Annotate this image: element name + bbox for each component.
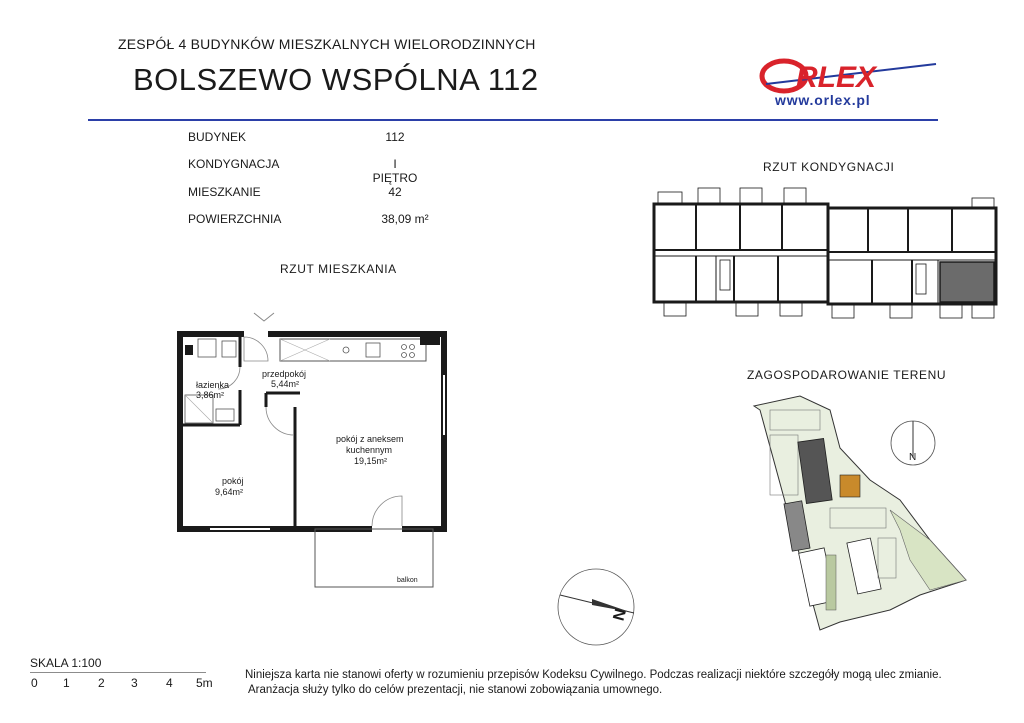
project-title: BOLSZEWO WSPÓLNA 112 [133,62,539,97]
outer-walls [180,334,444,529]
room-bedroom-name: pokój [222,476,244,486]
project-subtitle: ZESPÓŁ 4 BUDYNKÓW MIESZKALNYCH WIELORODZINNYCH [118,36,536,52]
caption-site-plan: ZAGOSPODAROWANIE TERENU [747,368,947,382]
caption-floor-plan: RZUT KONDYGNACJI [763,160,895,174]
info-value-building: 112 [385,130,405,144]
scale-tick-4: 4 [166,676,173,690]
apartment-plan [170,305,460,610]
compass-rose-icon [558,569,634,645]
room-balcony-name: balkon [397,577,418,584]
info-value-apartment: 42 [388,185,402,199]
main-compass [552,565,642,650]
room-hall-name: przedpokój [262,369,307,379]
room-living-name2: kuchennym [346,445,393,455]
room-hall-area: 5,44m² [271,379,300,389]
room-bathroom-area: 3,86m² [196,390,225,400]
header-divider [88,119,938,121]
site-plan [740,390,975,640]
floor-plan [640,180,1005,325]
info-label-building: BUDYNEK [188,130,247,144]
room-living-name: pokój z aneksem [336,434,404,444]
info-label-floor: KONDYGNACJA [188,157,280,171]
scale-bar [30,672,220,698]
scale-tick-5: 5m [196,676,213,690]
room-bedroom-area: 9,64m² [215,487,244,497]
room-living-area: 19,15m² [354,456,388,466]
info-value-floor: I PIĘTRO [372,157,418,185]
playground [840,475,860,497]
entrance-marker [254,313,274,321]
logo-url[interactable]: www.orlex.pl [775,92,871,108]
info-value-area: 38,09 m² [381,212,429,226]
scale-tick-1: 1 [63,676,70,690]
scale-tick-2: 2 [98,676,105,690]
info-label-area: POWIERZCHNIA [188,212,282,226]
scale-tick-0: 0 [31,676,38,690]
disclaimer-line-2: Aranżacja służy tylko do celów prezentacji, nie stanowi zobowiązania umownego. [248,684,663,696]
site-compass-north: N [909,452,917,463]
scale-tick-3: 3 [131,676,138,690]
logo-wordmark: RLEX [796,61,877,94]
scale-label: SKALA 1:100 [30,656,102,670]
highlighted-apartment [940,262,994,302]
main-compass-north: N [610,607,631,623]
room-bathroom-name: łazienka [196,380,230,390]
caption-apartment-plan: RZUT MIESZKANIA [280,262,397,276]
info-label-apartment: MIESZKANIE [188,185,261,199]
disclaimer-line-1: Niniejsza karta nie stanowi oferty w rozumieniu przepisów Kodeksu Cywilnego. Podczas realizacji niektóre szczegóły mogą ulec zmianie. [245,669,942,681]
